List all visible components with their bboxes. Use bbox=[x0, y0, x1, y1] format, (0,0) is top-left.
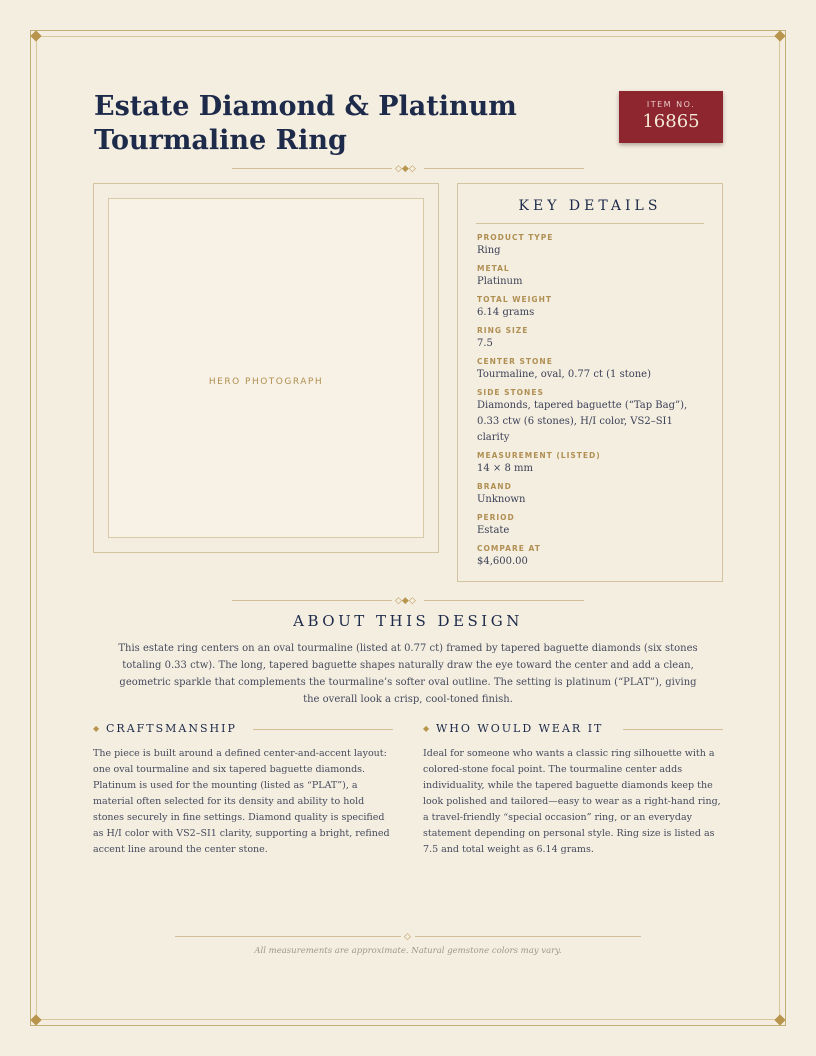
detail-ring-size bbox=[477, 326, 707, 352]
detail-total-weight bbox=[477, 295, 707, 321]
craftsmanship-section bbox=[93, 722, 393, 858]
detail-measurement bbox=[477, 451, 707, 477]
section-rule bbox=[623, 729, 723, 730]
key-details-list bbox=[477, 233, 707, 575]
item-number-value: 16865 bbox=[642, 111, 700, 132]
hero-photo-placeholder bbox=[108, 198, 424, 538]
section-diamond-icon: ◆ bbox=[93, 724, 100, 733]
key-details-heading: KEY DETAILS bbox=[518, 198, 662, 214]
about-heading: ABOUT THIS DESIGN bbox=[293, 612, 523, 630]
detail-value: Estate bbox=[477, 525, 510, 536]
hero-photo-label: HERO PHOTOGRAPH bbox=[208, 377, 324, 387]
detail-value: Ring bbox=[477, 245, 501, 256]
detail-value: 6.14 grams bbox=[477, 307, 535, 318]
detail-label: PRODUCT TYPE bbox=[477, 233, 554, 242]
divider-diamond-icon: ◇◆◇ bbox=[395, 596, 416, 606]
detail-product-type bbox=[477, 233, 707, 259]
detail-value: 7.5 bbox=[477, 338, 493, 349]
detail-label: BRAND bbox=[477, 482, 512, 491]
who-would-wear-text: Ideal for someone who wants a classic ring silhouette with a colored-stone focal point. The tourmaline center adds individuality, while the tapered baguette diamonds keep the look polished and tailored—easy to wear as a right-hand ring, a travel-friendly “special occasion” ring, or an everyday statement depending on personal style. Ring size is listed as 7.5 and total weight as 6.14 grams. bbox=[423, 748, 721, 855]
hero-photo-frame bbox=[93, 183, 439, 553]
detail-brand bbox=[477, 482, 707, 508]
detail-value: Unknown bbox=[477, 494, 526, 505]
detail-label: CENTER STONE bbox=[477, 357, 553, 366]
key-details-divider bbox=[476, 223, 704, 224]
detail-value: Platinum bbox=[477, 276, 523, 287]
divider-diamond-icon: ◇◆◇ bbox=[395, 164, 416, 174]
detail-value: $4,600.00 bbox=[477, 556, 528, 567]
detail-side-stones bbox=[477, 388, 707, 446]
detail-label: SIDE STONES bbox=[477, 388, 544, 397]
detail-compare-at bbox=[477, 544, 707, 570]
divider-diamond-icon: ◇ bbox=[404, 932, 411, 942]
page-title: Estate Diamond & Platinum Tourmaline Ring bbox=[94, 91, 517, 156]
detail-metal bbox=[477, 264, 707, 290]
item-number-badge bbox=[619, 91, 723, 143]
detail-period bbox=[477, 513, 707, 539]
key-details-panel bbox=[457, 183, 723, 582]
footer-note: All measurements are approximate. Natural gemstone colors may vary. bbox=[254, 946, 562, 956]
about-text: This estate ring centers on an oval tourmaline (listed at 0.77 ct) framed by tapered baguette diamonds (six stones totaling 0.33 ctw). The long, tapered baguette shapes naturally draw the eye toward the center and add a clean, geometric sparkle that complements the tourmaline’s softer oval outline. The setting is platinum (“PLAT”), giving the overall look a crisp, cool-toned finish. bbox=[118, 643, 698, 705]
who-would-wear-header bbox=[423, 722, 723, 736]
detail-label: COMPARE AT bbox=[477, 544, 541, 553]
title-divider bbox=[232, 164, 584, 174]
craftsmanship-heading: CRAFTSMANSHIP bbox=[106, 722, 245, 736]
detail-label: PERIOD bbox=[477, 513, 515, 522]
craftsmanship-text: The piece is built around a defined center-and-accent layout: one oval tourmaline and six tapered baguette diamonds. Platinum is used for the mounting (listed as “PLAT”), a material often selected for its density and ability to hold stones securely in fine settings. Diamond quality is specified as H/I color with VS2–SI1 clarity, supporting a bright, refined accent line around the center stone. bbox=[93, 748, 390, 855]
section-rule bbox=[253, 729, 393, 730]
footer-divider bbox=[175, 932, 641, 942]
detail-label: MEASUREMENT (LISTED) bbox=[477, 451, 601, 460]
who-would-wear-heading: WHO WOULD WEAR IT bbox=[436, 722, 611, 736]
detail-center-stone bbox=[477, 357, 707, 383]
who-would-wear-section bbox=[423, 722, 723, 858]
detail-value: 14 × 8 mm bbox=[477, 463, 533, 474]
detail-label: METAL bbox=[477, 264, 510, 273]
craftsmanship-header bbox=[93, 722, 393, 736]
detail-label: RING SIZE bbox=[477, 326, 529, 335]
about-divider bbox=[232, 596, 584, 606]
detail-value: Diamonds, tapered baguette (“Tap Bag”), 0.33 ctw (6 stones), H/I color, VS2–SI1 clarity bbox=[477, 400, 688, 443]
detail-value: Tourmaline, oval, 0.77 ct (1 stone) bbox=[477, 369, 651, 380]
detail-label: TOTAL WEIGHT bbox=[477, 295, 552, 304]
section-diamond-icon: ◆ bbox=[423, 724, 430, 733]
item-number-label: ITEM NO. bbox=[646, 100, 696, 109]
